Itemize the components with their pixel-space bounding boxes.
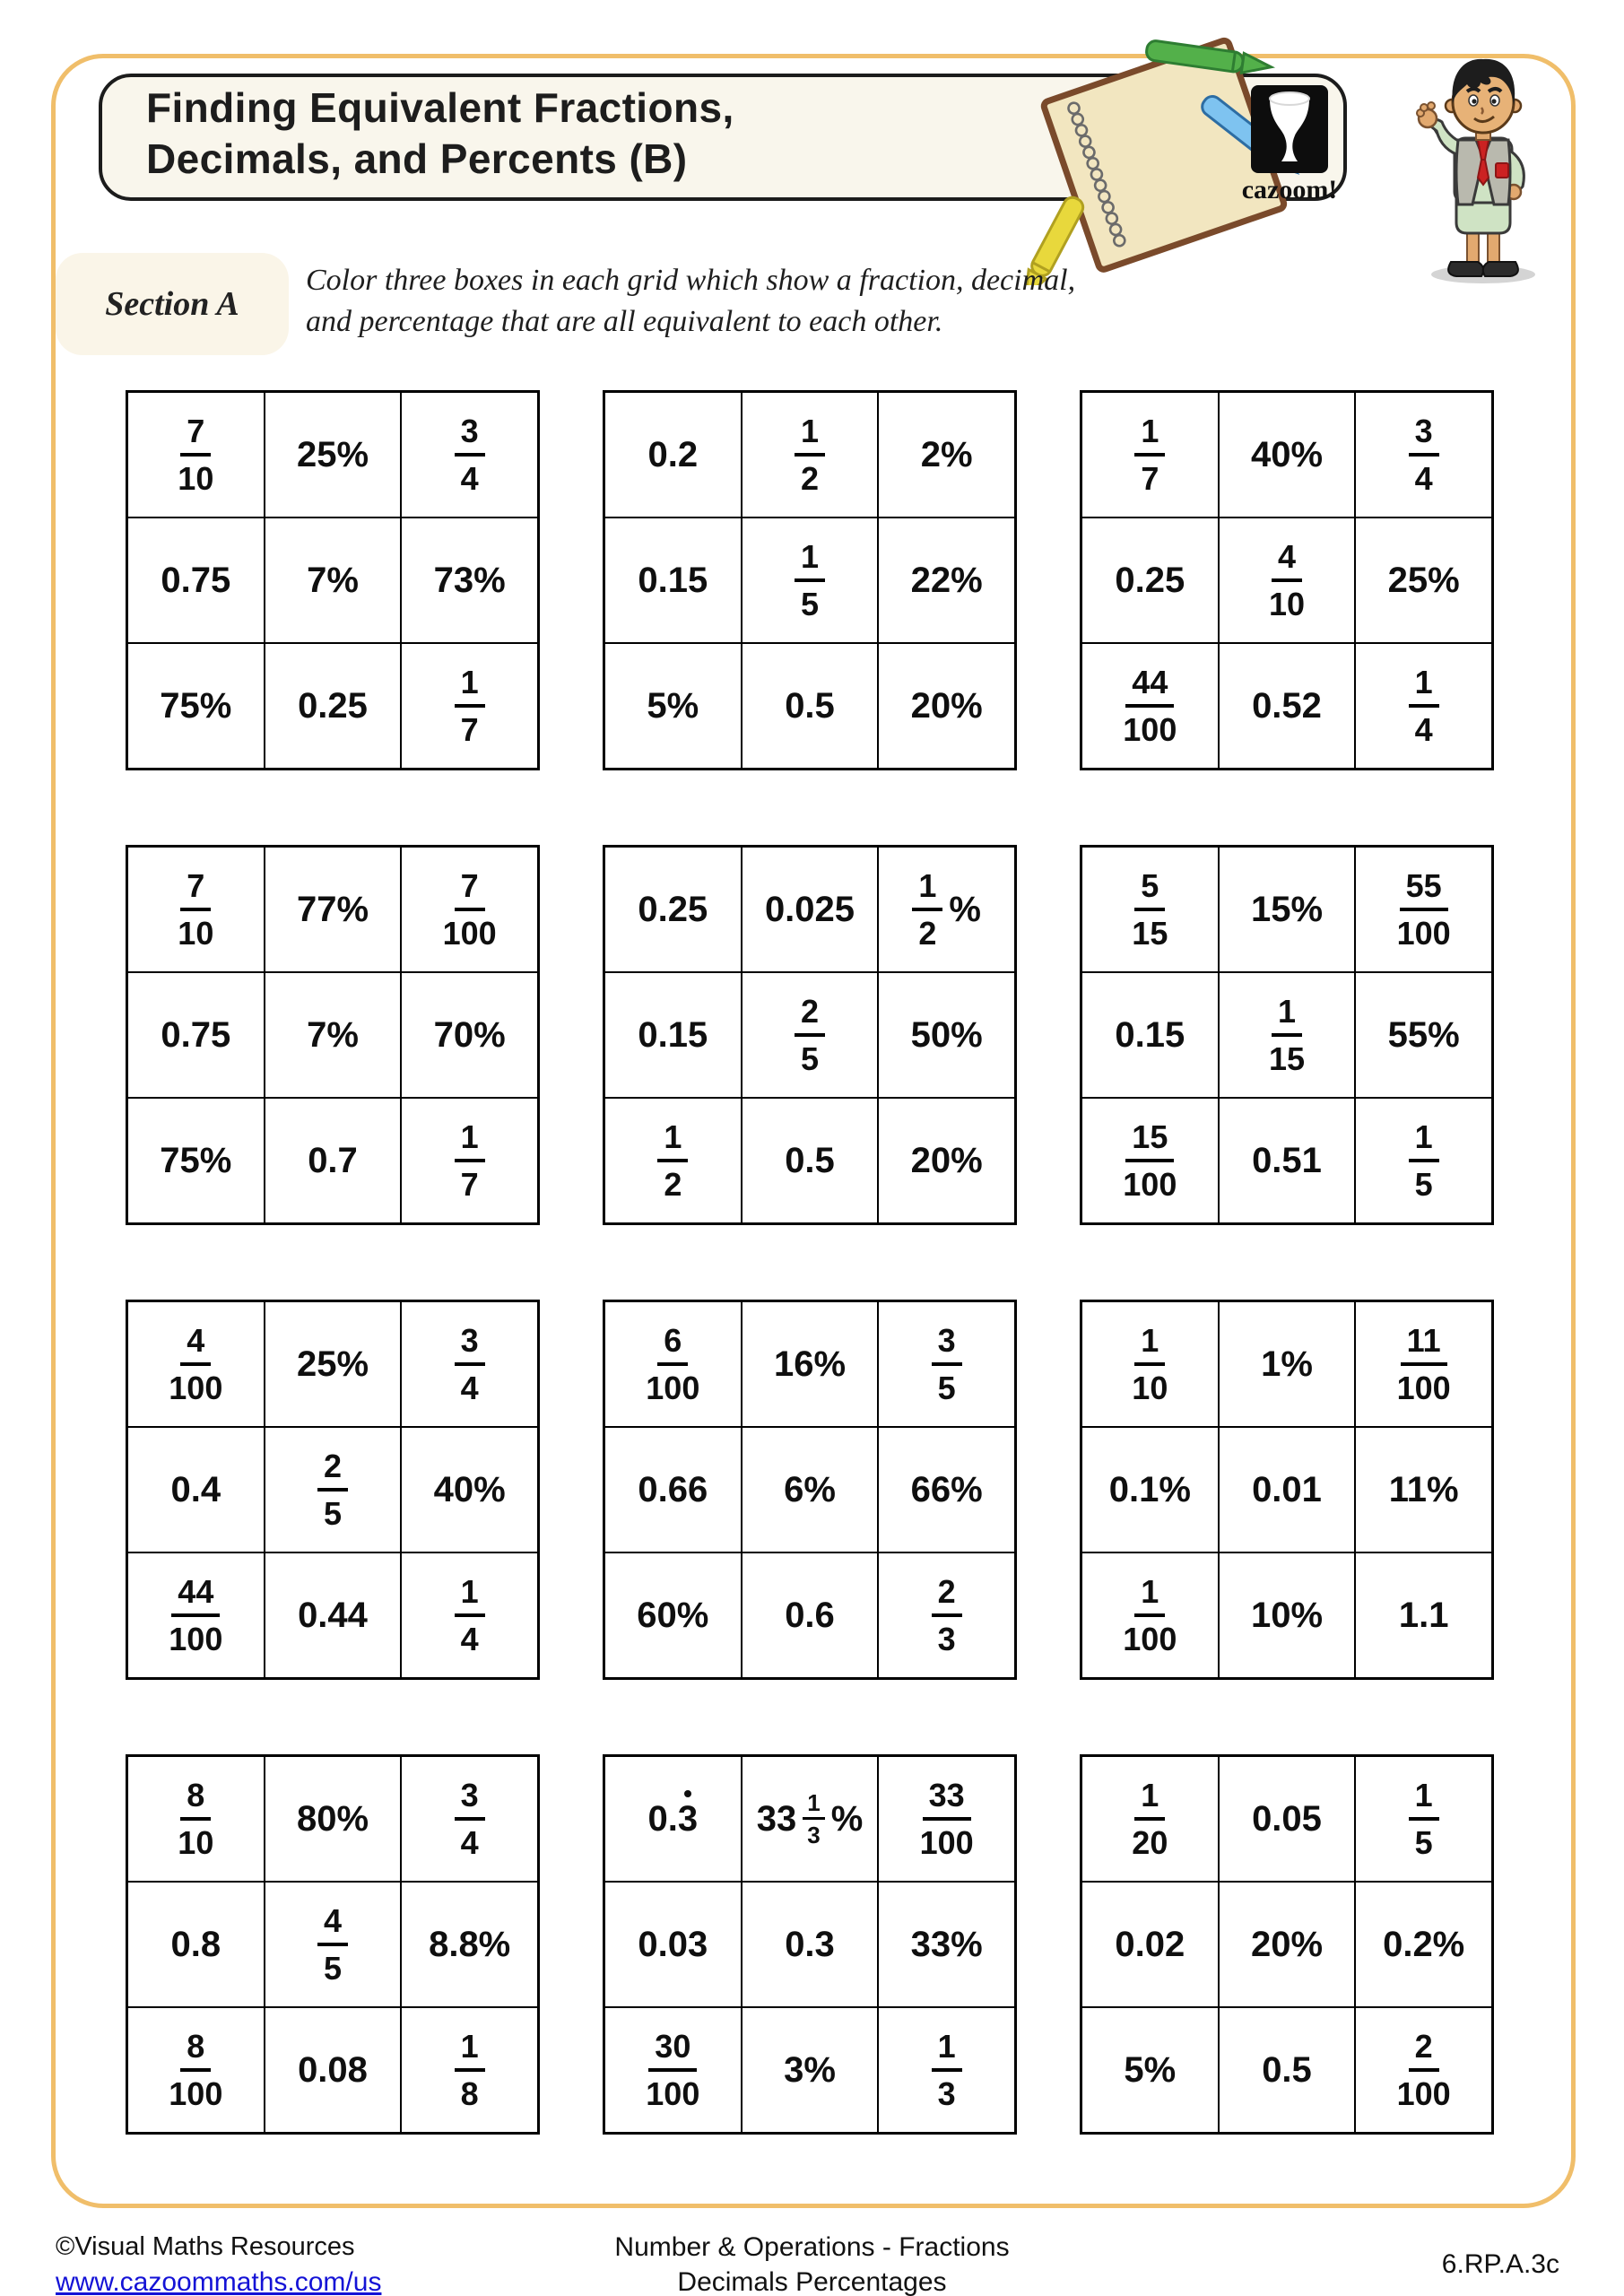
fraction-value: $\frac{1}{2}$ [657, 1120, 688, 1202]
cell-value: 20% [910, 1140, 983, 1180]
cazoom-logo [1216, 84, 1363, 205]
grid-7 [126, 1300, 540, 1680]
grid4-cell-r1c3[interactable] [401, 847, 538, 972]
grid9-cell-r3c2[interactable] [1219, 1552, 1356, 1678]
cell-value: 16% [773, 1344, 847, 1384]
cell-value: 73% [433, 560, 506, 600]
instructions-line1: Color three boxes in each grid which show a fraction, decimal, [306, 264, 1076, 297]
grid11-cell-r2c3[interactable] [878, 1882, 1015, 2007]
cell-value: 55% [1387, 1014, 1460, 1055]
grid11-cell-r1c1[interactable] [604, 1756, 742, 1882]
fraction-value: $\frac{5}{15}$ [1132, 866, 1168, 952]
grid8-cell-r3c1[interactable] [604, 1552, 742, 1678]
grid6-cell-r1c3[interactable] [1355, 847, 1492, 972]
grid-8 [603, 1300, 1017, 1680]
grid-3 [1080, 390, 1494, 770]
fraction-value: $\frac{1}{8}$ [455, 2030, 485, 2111]
grid10-cell-r2c1[interactable] [127, 1882, 265, 2007]
cell-value: 0.44 [298, 1595, 368, 1635]
cell-value: 0.75 [161, 560, 231, 600]
fraction-value: $\frac{1}{5}$ [1409, 1120, 1439, 1202]
cell-value: 0.8 [170, 1924, 221, 1964]
grid8-cell-r2c3[interactable] [878, 1427, 1015, 1552]
grid3-cell-r3c3[interactable] [1355, 643, 1492, 769]
cell-value: 0.2 [647, 434, 699, 474]
grid3-cell-r3c2[interactable] [1219, 643, 1356, 769]
fraction-value: $\frac{30}{100}$ [646, 2027, 700, 2112]
cazoom-drum-icon [1250, 84, 1329, 174]
grid7-cell-r3c1[interactable] [127, 1552, 265, 1678]
grid7-cell-r1c3[interactable] [401, 1301, 538, 1427]
grid1-cell-r1c3[interactable] [401, 392, 538, 517]
fraction-value: $\frac{3}{4}$ [455, 1324, 485, 1405]
grid8-cell-r2c1[interactable] [604, 1427, 742, 1552]
grid10-cell-r3c2[interactable] [265, 2007, 402, 2133]
grid2-cell-r1c3[interactable] [878, 392, 1015, 517]
grid5-cell-r3c2[interactable] [742, 1098, 879, 1223]
cell-value: 0.15 [638, 1014, 708, 1055]
cell-value: 0.4 [170, 1469, 221, 1509]
grid10-cell-r1c2[interactable] [265, 1756, 402, 1882]
cell-value: 77% [296, 889, 369, 929]
fraction-value: $\frac{1}{20}$ [1132, 1776, 1168, 1861]
cell-value: 0.02 [1115, 1924, 1185, 1964]
grid1-cell-r1c1[interactable] [127, 392, 265, 517]
cell-value: 0.1% [1108, 1469, 1191, 1509]
footer-topic-line1: Number & Operations - Fractions [614, 2232, 1010, 2262]
fraction-value: $\frac{1}{3}$ [803, 1791, 824, 1847]
grid7-cell-r2c3[interactable] [401, 1427, 538, 1552]
fraction-value: $\frac{44}{100}$ [169, 1572, 223, 1657]
grid9-cell-r3c3[interactable] [1355, 1552, 1492, 1678]
cell-value: 0.25 [298, 685, 368, 726]
grid6-cell-r1c2[interactable] [1219, 847, 1356, 972]
fraction-value: $\frac{7}{10}$ [178, 866, 214, 952]
fraction-value: $\frac{4}{10}$ [1268, 537, 1306, 622]
cell-value: 0.025 [764, 889, 855, 929]
fraction-value: $\frac{1}{2}$ [795, 414, 825, 496]
grid9-cell-r2c1[interactable] [1081, 1427, 1219, 1552]
fraction-value: $\frac{1}{10}$ [1132, 1321, 1168, 1406]
fraction-value: $\frac{2}{100}$ [1396, 2027, 1451, 2112]
fraction-value: $\frac{8}{100}$ [169, 2027, 223, 2112]
cell-value: 6% [784, 1469, 836, 1509]
grid4-cell-r2c1[interactable] [127, 972, 265, 1098]
page-title [146, 83, 734, 185]
cell-value: 25% [1387, 560, 1460, 600]
grid9-cell-r3c1[interactable] [1081, 1552, 1219, 1678]
grid1-cell-r3c3[interactable] [401, 643, 538, 769]
grid10-cell-r1c1[interactable] [127, 1756, 265, 1882]
cell-value: 8.8% [429, 1924, 511, 1964]
grid3-cell-r2c2[interactable] [1219, 517, 1356, 643]
grid1-cell-r1c2[interactable] [265, 392, 402, 517]
grid11-cell-r2c1[interactable] [604, 1882, 742, 2007]
cell-value: 1.1 [1398, 1595, 1449, 1635]
grid7-cell-r2c2[interactable] [265, 1427, 402, 1552]
fraction-value: $\frac{1}{100}$ [1123, 1572, 1177, 1657]
grid11-cell-r3c3[interactable] [878, 2007, 1015, 2133]
cell-value: 10% [1250, 1595, 1324, 1635]
fraction-value: $\frac{1}{5}$ [795, 540, 825, 622]
grid1-cell-r3c1[interactable] [127, 643, 265, 769]
grid-4 [126, 845, 540, 1225]
footer-center [0, 2230, 1624, 2296]
cazoom-logo-text: cazoom! [1241, 175, 1338, 204]
cell-value: 25% [296, 434, 369, 474]
cell-value: 50% [910, 1014, 983, 1055]
grid12-cell-r3c1[interactable] [1081, 2007, 1219, 2133]
fraction-value: $\frac{1}{7}$ [1134, 414, 1165, 496]
cell-value: 5% [1124, 2049, 1177, 2090]
cell-value: 70% [433, 1014, 506, 1055]
grid10-cell-r2c3[interactable] [401, 1882, 538, 2007]
cell-value: 0.25 [1115, 560, 1185, 600]
cell-value: 0.3 [785, 1924, 835, 1964]
grid4-cell-r3c2[interactable] [265, 1098, 402, 1223]
grid9-cell-r2c2[interactable] [1219, 1427, 1356, 1552]
fraction-value: $\frac{1}{15}$ [1268, 992, 1306, 1077]
grid10-cell-r3c3[interactable] [401, 2007, 538, 2133]
grid7-cell-r3c2[interactable] [265, 1552, 402, 1678]
grid7-cell-r1c2[interactable] [265, 1301, 402, 1427]
grid4-cell-r2c2[interactable] [265, 972, 402, 1098]
footer-topic-line2: Decimals Percentages [677, 2267, 947, 2296]
cell-value: 0.66 [638, 1469, 708, 1509]
fraction-value: $\frac{2}{5}$ [317, 1449, 348, 1531]
fraction-value: $\frac{3}{5}$ [932, 1324, 962, 1405]
fraction-value: $\frac{44}{100}$ [1123, 663, 1177, 748]
fraction-value: $\frac{11}{100}$ [1396, 1321, 1451, 1406]
fraction-value: $\frac{1}{3}$ [932, 2030, 962, 2111]
grid2-cell-r3c1[interactable] [604, 643, 742, 769]
cell-value: 0.01 [1252, 1469, 1322, 1509]
cell-value: 7% [307, 1014, 359, 1055]
cell-value: 0.7 [308, 1140, 358, 1180]
cell-value: 60% [637, 1595, 709, 1635]
grid7-cell-r1c1[interactable] [127, 1301, 265, 1427]
cell-value: 75% [160, 1140, 232, 1180]
cell-value: 40% [1250, 434, 1324, 474]
grid8-cell-r1c1[interactable] [604, 1301, 742, 1427]
cell-value: 33 $\frac{1}{3}$ % [756, 1789, 864, 1848]
grid3-cell-r3c1[interactable] [1081, 643, 1219, 769]
grid12-cell-r1c1[interactable] [1081, 1756, 1219, 1882]
grid9-cell-r2c3[interactable] [1355, 1427, 1492, 1552]
cell-value: 0.5 [785, 1140, 835, 1180]
grid9-cell-r1c2[interactable] [1219, 1301, 1356, 1427]
grid-9 [1080, 1300, 1494, 1680]
grid8-cell-r1c2[interactable] [742, 1301, 879, 1427]
grid5-cell-r2c2[interactable] [742, 972, 879, 1098]
fraction-value: $\frac{4}{5}$ [317, 1904, 348, 1986]
grid8-cell-r1c3[interactable] [878, 1301, 1015, 1427]
cell-value: 1% [1261, 1344, 1313, 1384]
cell-value: 66% [910, 1469, 983, 1509]
grid4-cell-r1c2[interactable] [265, 847, 402, 972]
instructions-line2: and percentage that are all equivalent to each other. [306, 305, 943, 338]
cell-value: 0.75 [161, 1014, 231, 1055]
grid-1 [126, 390, 540, 770]
cell-value: 7% [307, 560, 359, 600]
grid2-cell-r1c2[interactable] [742, 392, 879, 517]
fraction-value: $\frac{33}{100}$ [919, 1776, 974, 1861]
grid2-cell-r3c3[interactable] [878, 643, 1015, 769]
grid1-cell-r2c2[interactable] [265, 517, 402, 643]
grid5-cell-r2c3[interactable] [878, 972, 1015, 1098]
cell-value: 0.2% [1383, 1924, 1465, 1964]
grid3-cell-r1c2[interactable] [1219, 392, 1356, 517]
fraction-value: $\frac{2}{5}$ [795, 995, 825, 1076]
fraction-value: $\frac{7}{10}$ [178, 412, 214, 497]
grid4-cell-r2c3[interactable] [401, 972, 538, 1098]
fraction-value: $\frac{1}{5}$ [1409, 1779, 1439, 1860]
cell-value: 0.51 [1252, 1140, 1322, 1180]
grid12-cell-r3c3[interactable] [1355, 2007, 1492, 2133]
grid8-cell-r3c3[interactable] [878, 1552, 1015, 1678]
fraction-value: $\frac{1}{7}$ [455, 665, 485, 747]
grid6-cell-r1c1[interactable] [1081, 847, 1219, 972]
grid-6 [1080, 845, 1494, 1225]
page-title-line2: Decimals, and Percents (B) [146, 135, 688, 182]
section-a-label: Section A [105, 285, 239, 323]
grid8-cell-r2c2[interactable] [742, 1427, 879, 1552]
grid5-cell-r1c2[interactable] [742, 847, 879, 972]
grid6-cell-r3c3[interactable] [1355, 1098, 1492, 1223]
grid12-cell-r2c1[interactable] [1081, 1882, 1219, 2007]
grid2-cell-r1c1[interactable] [604, 392, 742, 517]
fraction-value: $\frac{7}{100}$ [442, 866, 497, 952]
cell-value: 3% [784, 2049, 836, 2090]
cell-value: 20% [910, 685, 983, 726]
grid11-cell-r1c3[interactable] [878, 1756, 1015, 1882]
grid5-cell-r3c1[interactable] [604, 1098, 742, 1223]
grid11-cell-r3c2[interactable] [742, 2007, 879, 2133]
grid3-cell-r1c3[interactable] [1355, 392, 1492, 517]
fraction-value: $\frac{1}{4}$ [455, 1575, 485, 1657]
cell-value: 0.5 [785, 685, 835, 726]
fraction-value: $\frac{3}{4}$ [1409, 414, 1439, 496]
grids [126, 390, 1494, 2135]
grid1-cell-r2c3[interactable] [401, 517, 538, 643]
fraction-value: $\frac{1}{7}$ [455, 1120, 485, 1202]
cell-value: 0.5 [1262, 2049, 1312, 2090]
grid12-cell-r2c3[interactable] [1355, 1882, 1492, 2007]
grid6-cell-r3c2[interactable] [1219, 1098, 1356, 1223]
grid12-cell-r2c2[interactable] [1219, 1882, 1356, 2007]
cell-value: 2% [920, 434, 973, 474]
fraction-value: $\frac{1}{2}$ [912, 869, 942, 951]
cell-value: 0.08 [298, 2049, 368, 2090]
grid-2 [603, 390, 1017, 770]
grid5-cell-r1c3[interactable] [878, 847, 1015, 972]
grid6-cell-r3c1[interactable] [1081, 1098, 1219, 1223]
grid11-cell-r3c1[interactable] [604, 2007, 742, 2133]
grid9-cell-r1c3[interactable] [1355, 1301, 1492, 1427]
cell-value: 25% [296, 1344, 369, 1384]
grid3-cell-r2c3[interactable] [1355, 517, 1492, 643]
grid1-cell-r2c1[interactable] [127, 517, 265, 643]
grid5-cell-r3c3[interactable] [878, 1098, 1015, 1223]
instructions [306, 260, 1075, 343]
fraction-value: $\frac{15}{100}$ [1123, 1118, 1177, 1203]
fraction-value: $\frac{3}{4}$ [455, 414, 485, 496]
fraction-value: $\frac{6}{100}$ [646, 1321, 700, 1406]
page-title-line1: Finding Equivalent Fractions, [146, 84, 734, 131]
grid10-cell-r3c1[interactable] [127, 2007, 265, 2133]
grid5-cell-r1c1[interactable] [604, 847, 742, 972]
cell-value: 5% [647, 685, 699, 726]
grid-12 [1080, 1754, 1494, 2135]
grid6-cell-r2c2[interactable] [1219, 972, 1356, 1098]
grid3-cell-r1c1[interactable] [1081, 392, 1219, 517]
grid4-cell-r1c1[interactable] [127, 847, 265, 972]
fraction-value: $\frac{2}{3}$ [932, 1575, 962, 1657]
grid9-cell-r1c1[interactable] [1081, 1301, 1219, 1427]
grid-11 [603, 1754, 1017, 2135]
grid10-cell-r2c2[interactable] [265, 1882, 402, 2007]
fraction-value: $\frac{8}{10}$ [178, 1776, 214, 1861]
grid12-cell-r1c2[interactable] [1219, 1756, 1356, 1882]
cell-value: 0.6 [785, 1595, 835, 1635]
grid-5 [603, 845, 1017, 1225]
grid4-cell-r3c3[interactable] [401, 1098, 538, 1223]
grid2-cell-r2c2[interactable] [742, 517, 879, 643]
grid6-cell-r2c3[interactable] [1355, 972, 1492, 1098]
grid11-cell-r1c2[interactable] [742, 1756, 879, 1882]
cell-value: 0.05 [1252, 1798, 1322, 1839]
cell-value: 11% [1388, 1469, 1459, 1509]
grid12-cell-r1c3[interactable] [1355, 1756, 1492, 1882]
grid5-cell-r2c1[interactable] [604, 972, 742, 1098]
cell-value: 0.15 [638, 560, 708, 600]
grid10-cell-r1c3[interactable] [401, 1756, 538, 1882]
copyright-text: ©Visual Maths Resources [56, 2232, 355, 2261]
cell-value: 0.52 [1252, 685, 1322, 726]
grid2-cell-r2c3[interactable] [878, 517, 1015, 643]
section-a-box [56, 253, 289, 355]
grid7-cell-r2c1[interactable] [127, 1427, 265, 1552]
cell-value: 0.15 [1115, 1014, 1185, 1055]
cell-value: 0.03 [638, 1924, 708, 1964]
grid3-cell-r2c1[interactable] [1081, 517, 1219, 643]
grid2-cell-r2c1[interactable] [604, 517, 742, 643]
cell-value: 20% [1250, 1924, 1324, 1964]
cell-value: 15% [1250, 889, 1324, 929]
grid12-cell-r3c2[interactable] [1219, 2007, 1356, 2133]
website-link[interactable]: www.cazoommaths.com/us [56, 2267, 382, 2296]
cell-value: 75% [160, 685, 232, 726]
grid11-cell-r2c2[interactable] [742, 1882, 879, 2007]
fraction-value: $\frac{3}{4}$ [455, 1779, 485, 1860]
cell-value: 40% [433, 1469, 506, 1509]
grid7-cell-r3c3[interactable] [401, 1552, 538, 1678]
grid-10 [126, 1754, 540, 2135]
fraction-value: $\frac{4}{100}$ [169, 1321, 223, 1406]
recurring-decimal-value: 0.3 [647, 1798, 699, 1839]
standard-code: 6.RP.A.3c [1441, 2249, 1559, 2279]
schoolboy-illustration [1388, 38, 1578, 289]
cell-value: 80% [296, 1798, 369, 1839]
cell-value: $\frac{1}{2}$ % [912, 869, 981, 951]
cell-value: 33% [910, 1924, 983, 1964]
cell-value: 22% [910, 560, 983, 600]
grid2-cell-r3c2[interactable] [742, 643, 879, 769]
grid1-cell-r3c2[interactable] [265, 643, 402, 769]
fraction-value: $\frac{55}{100}$ [1396, 866, 1451, 952]
fraction-value: $\frac{1}{4}$ [1409, 665, 1439, 747]
grid4-cell-r3c1[interactable] [127, 1098, 265, 1223]
grid8-cell-r3c2[interactable] [742, 1552, 879, 1678]
cell-value: 0.25 [638, 889, 708, 929]
grid6-cell-r2c1[interactable] [1081, 972, 1219, 1098]
